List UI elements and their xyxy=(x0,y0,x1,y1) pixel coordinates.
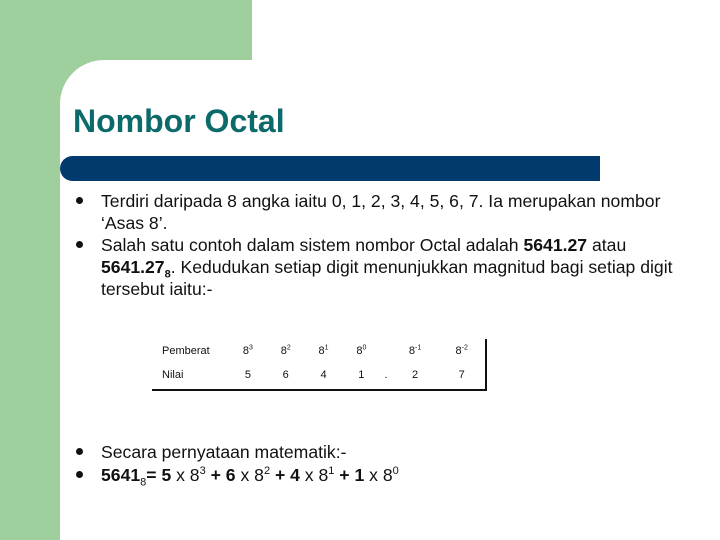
value-cell: 7 xyxy=(458,369,465,381)
bullet-2-number: 5641.27 xyxy=(523,235,588,255)
title-underline-bar xyxy=(60,156,600,181)
base-subscript: 8 xyxy=(164,268,171,281)
bullet-item-1 xyxy=(76,190,696,234)
bullet-dot-icon xyxy=(76,448,83,455)
weight-cell: $8^1$ xyxy=(318,344,329,357)
value-cell: 5 xyxy=(244,369,251,381)
bullet-item-4 xyxy=(76,464,696,487)
bullet-3-text: Secara pernyataan matematik:- xyxy=(101,442,347,462)
bullet-1-text: Terdiri daripada 8 angka iaitu 0, 1, 2, 3, 4, 5, 6, 7. Ia merupakan nombor ‘Asas 8’. xyxy=(101,191,661,233)
math-expression: $5641_8= 5$ x $8^3 + 6$ x $8^2 + 4$ x $8^1 + 1$ x $8^0$ xyxy=(101,465,399,489)
bullet-dot-icon xyxy=(76,197,83,204)
table-row-values xyxy=(152,363,485,387)
background-green-left-strip xyxy=(0,0,60,540)
value-cell: 4 xyxy=(320,369,327,381)
row-label-weight: Pemberat xyxy=(162,345,210,357)
weight-cell: $8^2$ xyxy=(280,344,291,357)
bullet-dot-icon xyxy=(76,471,83,478)
value-cell: 2 xyxy=(412,369,419,381)
row-label-value: Nilai xyxy=(162,369,184,381)
bullet-2-number-2: $5641.27_8$ xyxy=(101,257,171,281)
bullet-dot-icon xyxy=(76,241,83,248)
bullet-2-text-a: Salah satu contoh dalam sistem nombor Octal adalah xyxy=(101,235,524,255)
bullet-item-2 xyxy=(76,234,696,300)
bullet-list-top xyxy=(76,190,696,300)
weight-cell: $8^{-2}$ xyxy=(455,344,468,357)
weight-cell-empty xyxy=(380,339,392,363)
weight-cell: $8^0$ xyxy=(356,344,367,357)
value-cell: 6 xyxy=(282,369,289,381)
place-value-table xyxy=(152,339,487,391)
bullet-2-text-b: atau xyxy=(587,235,627,255)
bullet-list-bottom xyxy=(76,441,696,487)
weight-cell: $8^{-1}$ xyxy=(408,344,422,357)
value-cell-point: . xyxy=(384,369,388,381)
weight-cell: $8^3$ xyxy=(242,344,253,357)
slide-title: Nombor Octal xyxy=(73,103,285,139)
value-cell: 1 xyxy=(358,369,365,381)
bullet-2-text-c: . Kedudukan setiap digit menunjukkan magnitud bagi setiap digit tersebut iaitu:- xyxy=(101,257,673,299)
bullet-item-3 xyxy=(76,441,696,464)
table-row-weights xyxy=(152,339,485,363)
